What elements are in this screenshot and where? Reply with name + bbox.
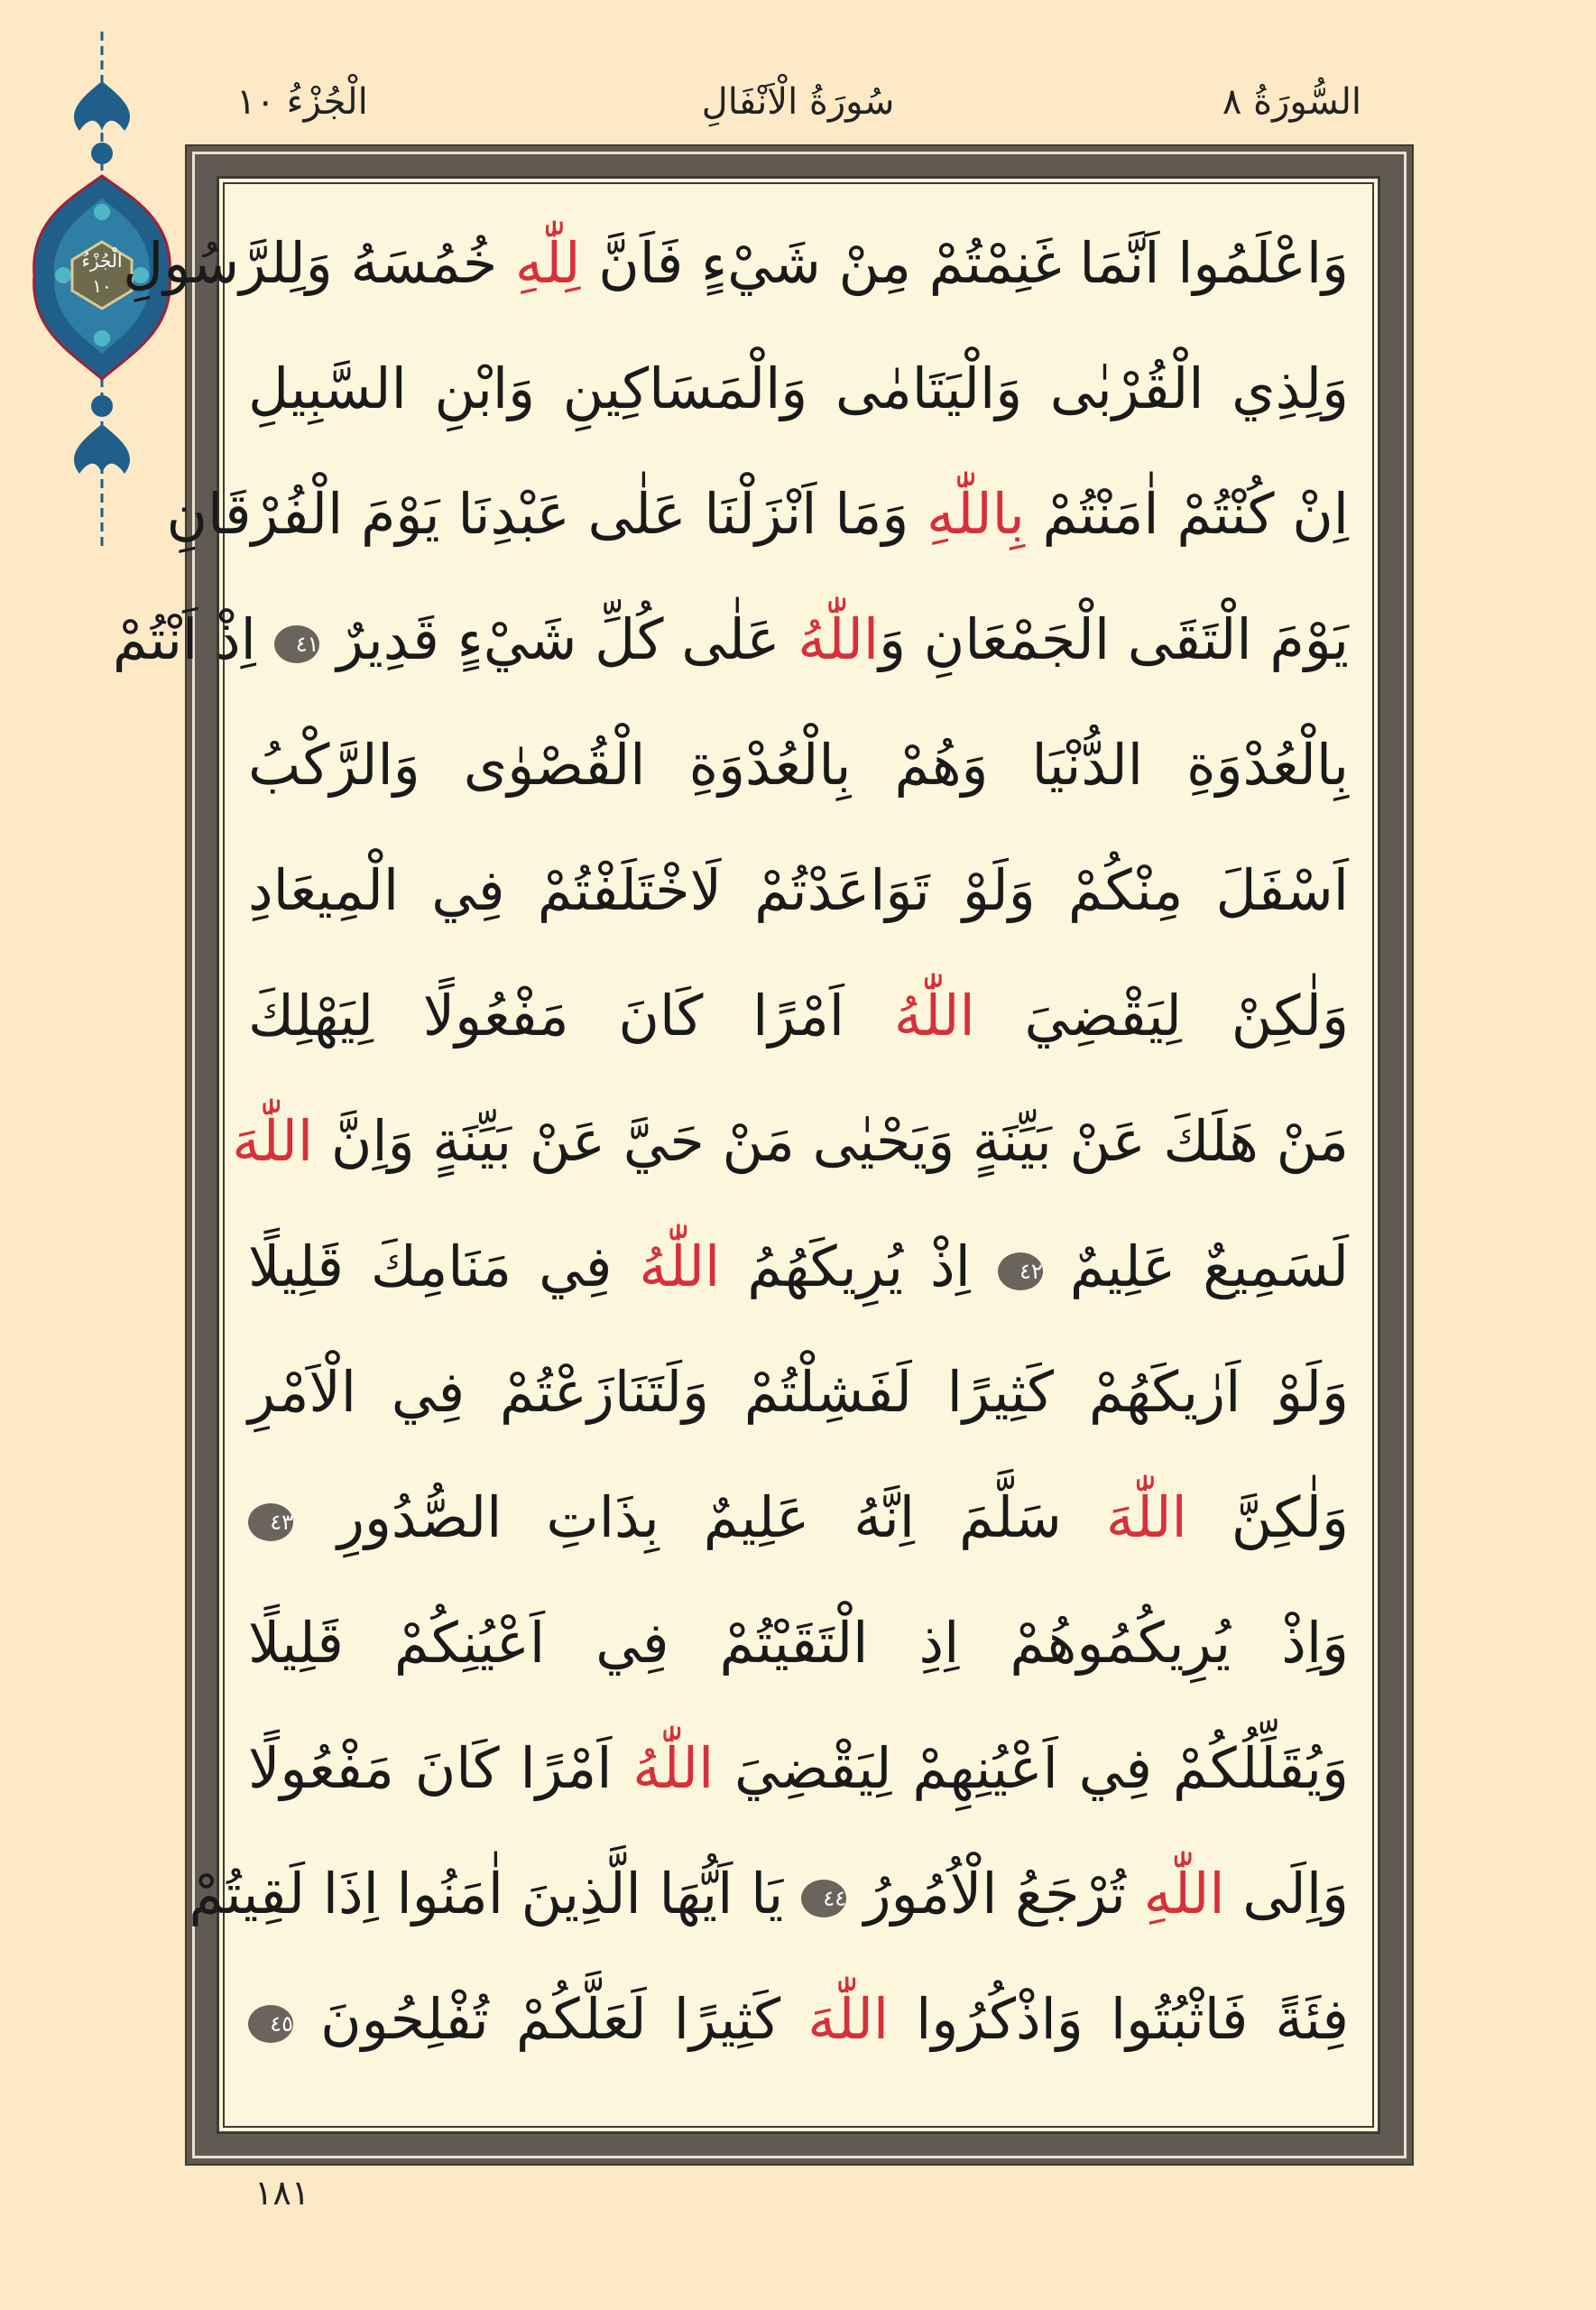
divine-name-text: اللّٰهَ bbox=[232, 1108, 314, 1174]
verse-text: خُمُسَهُ وَلِلرَّسُولِ bbox=[123, 230, 515, 296]
verse-text: فِي مَنَامِكَ قَلِيلًا bbox=[248, 1234, 640, 1299]
juz-ornament-number: ١٠ bbox=[92, 275, 112, 297]
divine-name-text: اللّٰهُ bbox=[632, 1735, 715, 1801]
verse-text: وَلٰكِنَّ bbox=[1186, 1484, 1349, 1550]
verse-text: فِئَةً فَاثْبُتُوا وَاذْكُرُوا bbox=[889, 1986, 1349, 2052]
ayah-number-marker: ٤٤ bbox=[801, 1880, 846, 1917]
text-line bbox=[232, 1078, 1349, 1204]
verse-text: وَاِذْ يُرِيكُمُوهُمْ اِذِ الْتَقَيْتُمْ فِي اَعْيُنِكُمْ قَلِيلًا bbox=[248, 1610, 1349, 1676]
verse-text: اَمْرًا كَانَ مَفْعُولًا لِيَهْلِكَ bbox=[248, 983, 894, 1049]
divine-name-text: اللّٰهُ bbox=[639, 1234, 721, 1299]
verse-text: اَسْفَلَ مِنْكُمْ وَلَوْ تَوَاعَدْتُمْ لَاخْتَلَفْتُمْ فِي الْمِيعَادِ bbox=[248, 857, 1349, 923]
verse-text: وَاِلَى bbox=[1224, 1861, 1349, 1927]
quran-text-block bbox=[112, 200, 1350, 2082]
verse-text: كَثِيرًا لَعَلَّكُمْ تُفْلِحُونَ bbox=[293, 1986, 808, 2052]
text-line bbox=[123, 200, 1349, 326]
verse-text: لَسَمِيعٌ عَلِيمٌ bbox=[1042, 1234, 1349, 1299]
verse-text: بِالْعُدْوَةِ الدُّنْيَا وَهُمْ بِالْعُدْوَةِ الْقُصْوٰى وَالرَّكْبُ bbox=[248, 732, 1349, 798]
divine-name-text: اللّٰهُ bbox=[893, 983, 975, 1049]
juz-header: الْجُزْءُ ١٠ bbox=[236, 81, 368, 123]
ayah-number-marker: ٤٥ bbox=[248, 2005, 293, 2043]
divine-name-text: لِلّٰهِ bbox=[514, 230, 581, 296]
text-line bbox=[248, 953, 1349, 1078]
verse-text: اِذْ اَنْتُمْ bbox=[112, 606, 274, 672]
verse-text: يَوْمَ الْتَقَى الْجَمْعَانِ وَ bbox=[879, 606, 1349, 672]
ayah-number-marker: ٤١ bbox=[274, 625, 319, 663]
text-line bbox=[248, 827, 1349, 953]
divine-name-text: اللّٰهَ bbox=[1105, 1484, 1187, 1550]
divine-name-text: اللّٰهَ bbox=[807, 1986, 890, 2052]
verse-text: سَلَّمَ اِنَّهُ عَلِيمٌ بِذَاتِ الصُّدُورِ bbox=[293, 1484, 1106, 1550]
divine-name-text: اللّٰهُ bbox=[798, 606, 880, 672]
ayah-number-marker: ٤٢ bbox=[998, 1252, 1043, 1290]
text-line bbox=[248, 1455, 1349, 1580]
verse-text: اَمْرًا كَانَ مَفْعُولًا bbox=[248, 1735, 633, 1801]
text-line bbox=[248, 1580, 1349, 1705]
verse-text: مَنْ هَلَكَ عَنْ بَيِّنَةٍ وَيَحْيٰى مَنْ حَيَّ عَنْ بَيِّنَةٍ وَاِنَّ bbox=[313, 1108, 1349, 1174]
verse-text: وَمَا اَنْزَلْنَا عَلٰى عَبْدِنَا يَوْمَ الْفُرْقَانِ bbox=[166, 481, 927, 547]
text-line bbox=[248, 326, 1349, 451]
text-line bbox=[248, 1956, 1349, 2082]
sura-name-header: سُورَةُ الْاَنْفَالِ bbox=[701, 81, 895, 123]
text-line bbox=[248, 1329, 1349, 1455]
divine-name-text: بِاللّٰهِ bbox=[926, 481, 1025, 547]
verse-text: تُرْجَعُ الْاُمُورُ bbox=[845, 1861, 1144, 1927]
verse-text: اِذْ يُرِيكَهُمُ bbox=[720, 1234, 998, 1299]
text-line bbox=[248, 1204, 1349, 1329]
divine-name-text: اللّٰهِ bbox=[1143, 1861, 1225, 1927]
verse-text: وَلِذِي الْقُرْبٰى وَالْيَتَامٰى وَالْمَسَاكِينِ وَابْنِ السَّبِيلِ bbox=[248, 356, 1349, 421]
ayah-number-marker: ٤٣ bbox=[248, 1503, 293, 1541]
text-line bbox=[189, 1831, 1349, 1956]
verse-text: اِنْ كُنْتُمْ اٰمَنْتُمْ bbox=[1024, 481, 1349, 547]
verse-text: وَاعْلَمُوا اَنَّمَا غَنِمْتُمْ مِنْ شَيْءٍ فَاَنَّ bbox=[580, 230, 1349, 296]
text-line bbox=[248, 1705, 1349, 1831]
sura-number-header: السُّورَةُ ٨ bbox=[1222, 81, 1361, 123]
verse-text: وَيُقَلِّلُكُمْ فِي اَعْيُنِهِمْ لِيَقْضِيَ bbox=[714, 1735, 1349, 1801]
verse-text: وَلٰكِنْ لِيَقْضِيَ bbox=[974, 983, 1350, 1049]
juz-ornament-label: الْجُزْءُ bbox=[81, 250, 123, 272]
text-line bbox=[248, 702, 1349, 827]
verse-text: وَلَوْ اَرٰيكَهُمْ كَثِيرًا لَفَشِلْتُمْ وَلَتَنَازَعْتُمْ فِي الْاَمْرِ bbox=[248, 1359, 1349, 1425]
text-line bbox=[166, 451, 1349, 577]
page-number: ١٨١ bbox=[254, 2173, 310, 2213]
text-line bbox=[112, 577, 1349, 702]
verse-text: يَا اَيُّهَا الَّذِينَ اٰمَنُوا اِذَا لَقِيتُمْ bbox=[189, 1861, 801, 1927]
verse-text: عَلٰى كُلِّ شَيْءٍ قَدِيرٌ bbox=[318, 606, 798, 672]
